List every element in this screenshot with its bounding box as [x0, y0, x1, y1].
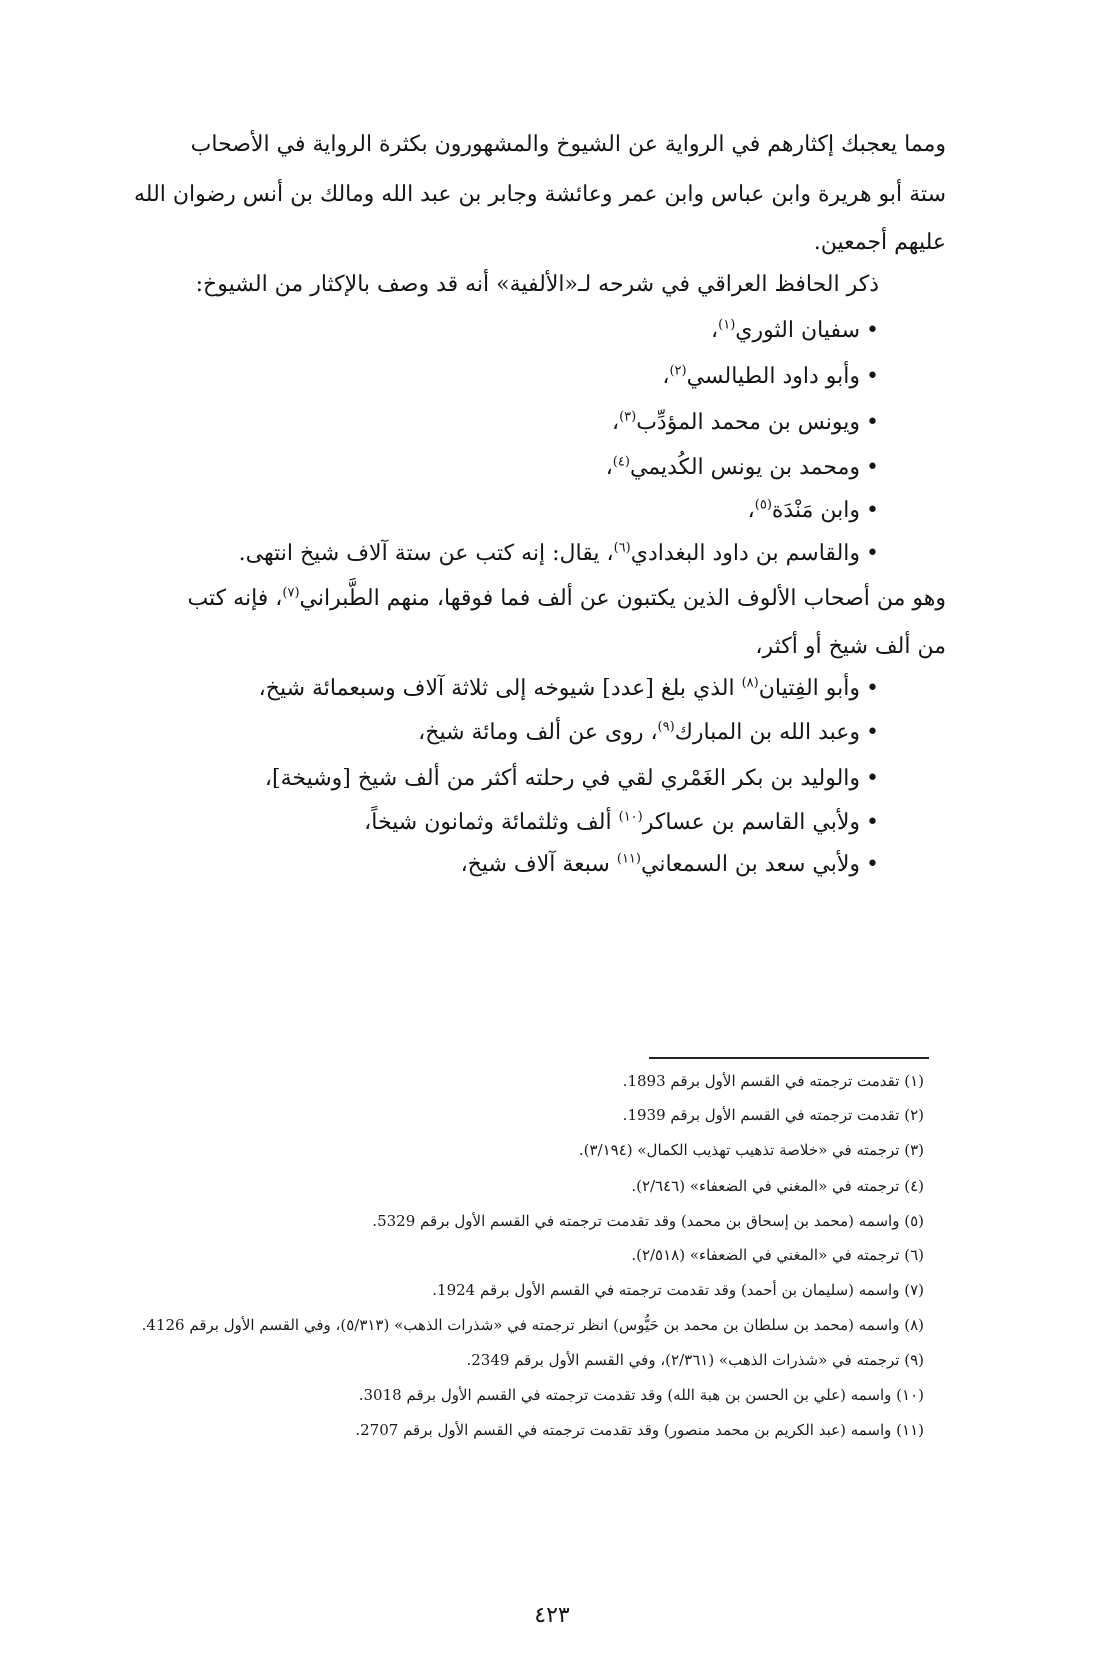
- list-item: [364, 810, 879, 835]
- footnote-ref: (١): [718, 317, 736, 333]
- list-item-tail: ،: [611, 410, 620, 435]
- page-number: ٤٢٣: [534, 1603, 570, 1628]
- list-item-text: وأبو الفِتيان: [758, 676, 861, 701]
- list-item-tail: ،: [747, 498, 755, 523]
- bullet: •: [866, 852, 879, 877]
- list-item-text: وعبد الله بن المبارك: [674, 720, 861, 745]
- list-item-tail: ،: [662, 364, 670, 389]
- bullet: •: [866, 720, 879, 745]
- list-item-tail: ألف وثلثمائة وثمانون شيخاً،: [364, 810, 619, 835]
- footnote: (١١) واسمه (عبد الكريم بن محمد منصور) وقد تقدمت ترجمته في القسم الأول برقم 2707.: [355, 1421, 924, 1439]
- list-item: [259, 676, 879, 701]
- paragraph-3-line-1: [187, 586, 946, 611]
- list-item-text: وأبو داود الطيالسي: [686, 364, 861, 389]
- list-item-text: وابن مَنْدَة: [771, 498, 861, 523]
- footnote: (٤) ترجمته في «المغني في الضعفاء» (٢/٦٤٦).: [631, 1177, 924, 1195]
- bullet: •: [866, 318, 879, 343]
- footnote: (٧) واسمه (سليمان بن أحمد) وقد تقدمت ترجمته في القسم الأول برقم 1924.: [432, 1281, 924, 1299]
- list-item: [662, 364, 879, 389]
- footnote-ref: (٥): [754, 497, 772, 513]
- bullet: •: [866, 676, 879, 701]
- footnote-ref: (٦): [613, 540, 631, 556]
- list-item-tail: ،: [605, 455, 613, 480]
- paragraph-1-line-3: عليهم أجمعين.: [813, 230, 946, 255]
- paragraph-3-text: وهو من أصحاب الألوف الذين يكتبون عن ألف فما فوقها، منهم الطَّبراني: [299, 586, 946, 611]
- list-item: [265, 766, 879, 791]
- bullet: •: [866, 766, 879, 791]
- footnote: (١٠) واسمه (علي بن الحسن بن هبة الله) وقد تقدمت ترجمته في القسم الأول برقم 3018.: [358, 1386, 924, 1404]
- list-item: [748, 498, 879, 523]
- list-item-tail: ، يقال: إنه كتب عن ستة آلاف شيخ انتهى.: [238, 541, 614, 566]
- footnote-ref: (٤): [612, 454, 630, 470]
- footnote-ref: (٨): [741, 675, 759, 691]
- list-item: [418, 720, 879, 745]
- footnote: (٢) تقدمت ترجمته في القسم الأول برقم 1939.: [622, 1106, 924, 1124]
- footnote-ref: (٧): [282, 585, 300, 601]
- list-item-text: ومحمد بن يونس الكُديمي: [629, 455, 861, 480]
- footnote: (١) تقدمت ترجمته في القسم الأول برقم 1893.: [622, 1072, 924, 1090]
- list-item-tail: الذي بلغ [عدد] شيوخه إلى ثلاثة آلاف وسبعمائة شيخ،: [258, 676, 742, 701]
- footnote-ref: (٢): [669, 363, 687, 379]
- list-item-text: ولأبي القاسم بن عساكر: [642, 810, 861, 835]
- footnote: (٩) ترجمته في «شذرات الذهب» (٢/٣٦١)، وفي القسم الأول برقم 2349.: [466, 1351, 924, 1369]
- footnote: (٨) واسمه (محمد بن سلطان بن محمد بن حَيُّوس) انظر ترجمته في «شذرات الذهب» (٥/٣١٣)، وفي القسم الأول برقم 4126.: [141, 1316, 924, 1334]
- paragraph-1-line-1: ومما يعجبك إكثارهم في الرواية عن الشيوخ والمشهورون بكثرة الرواية في الأصحاب: [190, 132, 946, 157]
- bullet: •: [866, 455, 879, 480]
- footnote-separator: [649, 1057, 929, 1059]
- footnote: (٥) واسمه (محمد بن إسحاق بن محمد) وقد تقدمت ترجمته في القسم الأول برقم 5329.: [372, 1212, 924, 1230]
- footnote: (٣) ترجمته في «خلاصة تذهيب تهذيب الكمال» (٣/١٩٤).: [578, 1141, 924, 1159]
- list-item-tail: ،: [711, 318, 719, 343]
- list-item-text: سفيان الثوري: [735, 318, 861, 343]
- footnote-ref: (١١): [616, 851, 641, 867]
- paragraph-3-text-tail: ، فإنه كتب: [187, 586, 283, 611]
- paragraph-1-line-2: ستة أبو هريرة وابن عباس وابن عمر وعائشة وجابر بن عبد الله ومالك بن أنس رضوان الله: [133, 182, 946, 207]
- list-item-text: ولأبي سعد بن السمعاني: [641, 852, 861, 877]
- bullet: •: [866, 498, 879, 523]
- paragraph-3-line-2: من ألف شيخ أو أكثر،: [755, 634, 946, 659]
- bullet: •: [866, 541, 879, 566]
- footnote: (٦) ترجمته في «المغني في الضعفاء» (٢/٥١٨).: [631, 1246, 924, 1264]
- footnote-ref: (٩): [657, 719, 675, 735]
- list-item: [461, 852, 879, 877]
- list-item: [606, 455, 879, 480]
- bullet: •: [866, 364, 879, 389]
- paragraph-2: ذكر الحافظ العراقي في شرحه لـ«الألفية» أنه قد وصف بالإكثار من الشيوخ:: [195, 272, 879, 297]
- bullet: •: [866, 810, 879, 835]
- list-item: [239, 541, 879, 566]
- bullet: •: [866, 410, 879, 435]
- footnote-ref: (١٠): [618, 809, 643, 825]
- list-item-text: والقاسم بن داود البغدادي: [630, 541, 861, 566]
- footnote-ref: (٣): [619, 409, 637, 425]
- list-item-tail: ، روى عن ألف ومائة شيخ،: [418, 720, 658, 745]
- list-item: [612, 410, 879, 435]
- list-item-text: والوليد بن بكر الغَمْري لقي في رحلته أكثر من ألف شيخ [وشيخة]،: [264, 766, 861, 791]
- list-item-tail: سبعة آلاف شيخ،: [460, 852, 617, 877]
- list-item-text: ويونس بن محمد المؤدِّب: [636, 410, 861, 435]
- list-item: [711, 318, 879, 343]
